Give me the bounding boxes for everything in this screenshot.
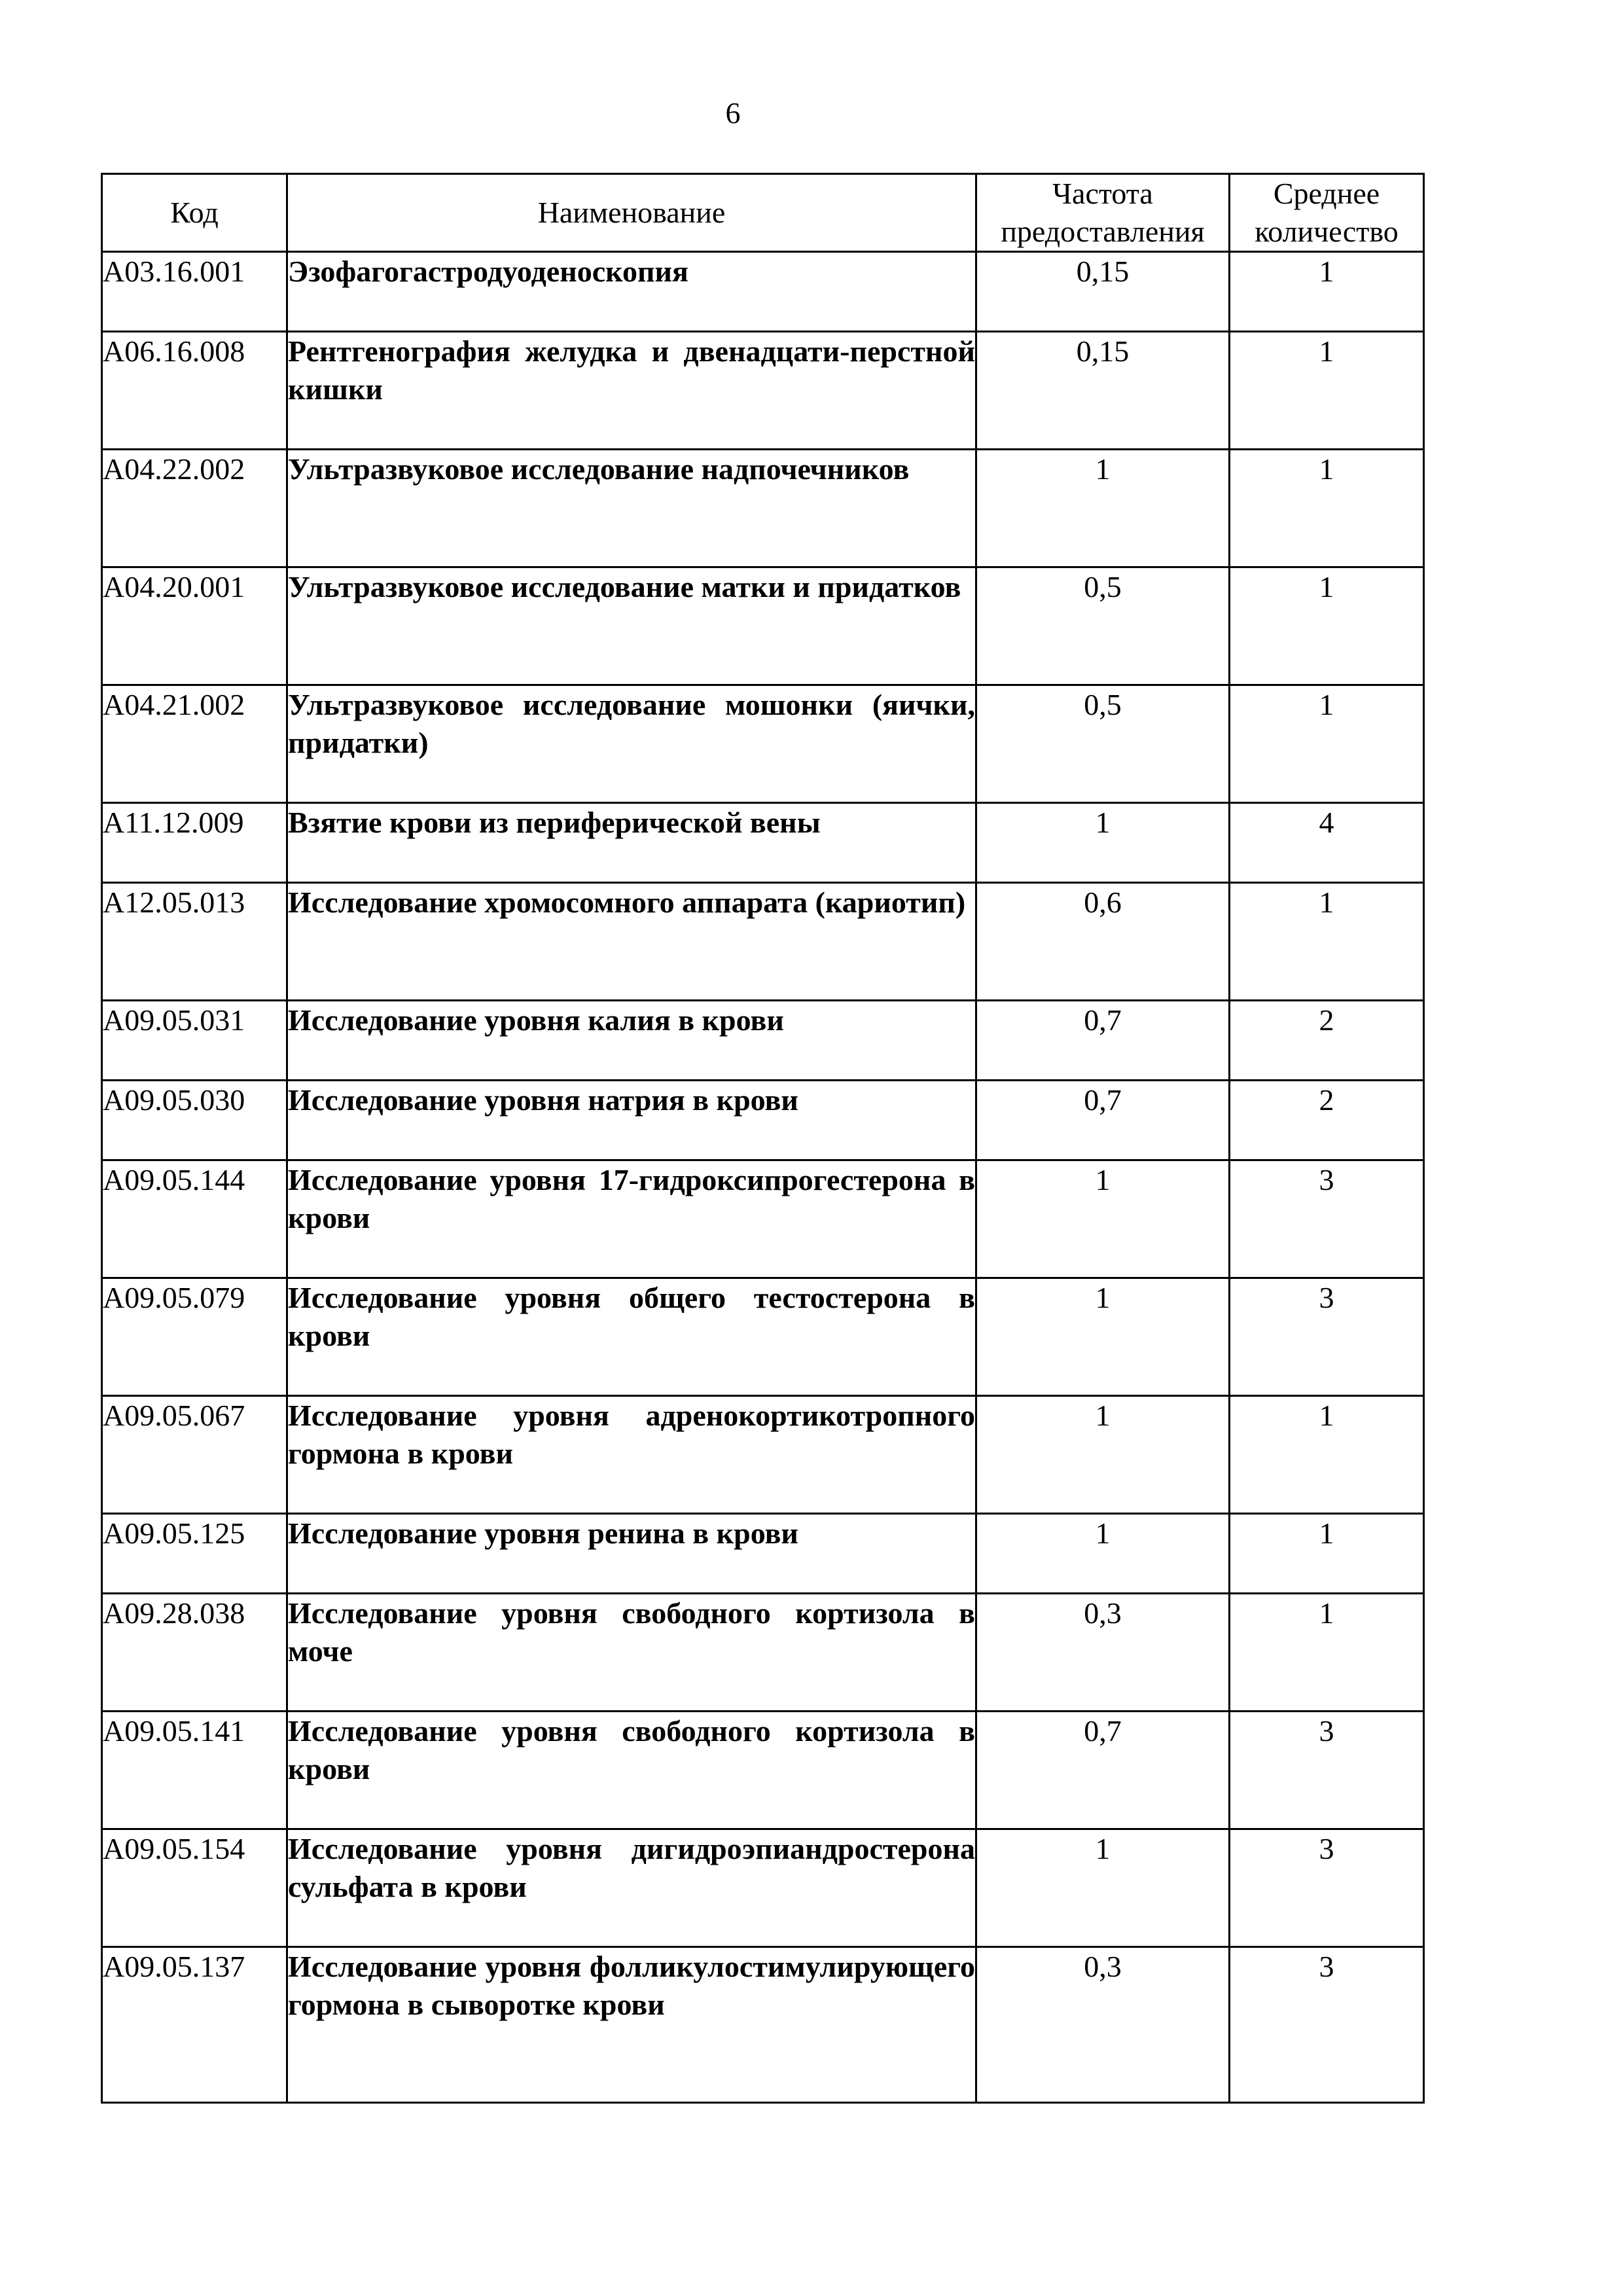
cell-average: 1: [1230, 883, 1424, 1001]
cell-name: Ультразвуковое исследование матки и придатков: [287, 567, 976, 685]
cell-average: 3: [1230, 1947, 1424, 2103]
cell-name: Исследование уровня свободного кортизола в моче: [287, 1594, 976, 1712]
cell-frequency: 0,7: [976, 1081, 1230, 1160]
cell-average: 1: [1230, 252, 1424, 332]
cell-name: Исследование хромосомного аппарата (кариотип): [287, 883, 976, 1001]
cell-frequency: 0,7: [976, 1001, 1230, 1081]
cell-code: A04.22.002: [102, 450, 287, 567]
cell-frequency: 0,6: [976, 883, 1230, 1001]
cell-code: A11.12.009: [102, 803, 287, 883]
cell-frequency: 1: [976, 1160, 1230, 1278]
cell-name: Исследование уровня дигидроэпиандростерона сульфата в крови: [287, 1829, 976, 1947]
cell-name: Эзофагогастродуоденоскопия: [287, 252, 976, 332]
cell-frequency: 1: [976, 450, 1230, 567]
cell-code: A09.05.079: [102, 1278, 287, 1396]
cell-code: A09.05.154: [102, 1829, 287, 1947]
cell-name: Исследование уровня фолликулостимулирующего гормона в сыворотке крови: [287, 1947, 976, 2103]
table-row: [102, 1829, 1424, 1947]
header-average-line1: Среднее: [1273, 177, 1380, 210]
cell-average: 1: [1230, 332, 1424, 450]
cell-name: Ультразвуковое исследование надпочечников: [287, 450, 976, 567]
cell-frequency: 0,15: [976, 252, 1230, 332]
cell-average: 1: [1230, 567, 1424, 685]
cell-code: A09.05.125: [102, 1514, 287, 1594]
table-row: [102, 1947, 1424, 2103]
services-table: [101, 173, 1425, 2104]
page-number: 6: [725, 96, 741, 130]
cell-frequency: 0,5: [976, 567, 1230, 685]
cell-average: 4: [1230, 803, 1424, 883]
table-header-row: [102, 174, 1424, 252]
cell-code: A09.05.031: [102, 1001, 287, 1081]
cell-name: Взятие крови из периферической вены: [287, 803, 976, 883]
cell-average: 3: [1230, 1278, 1424, 1396]
header-frequency: [976, 174, 1230, 252]
cell-average: 2: [1230, 1081, 1424, 1160]
cell-average: 2: [1230, 1001, 1424, 1081]
cell-average: 1: [1230, 1514, 1424, 1594]
cell-code: A09.05.141: [102, 1712, 287, 1829]
table-row: [102, 450, 1424, 567]
cell-name: Рентгенография желудка и двенадцати-перстной кишки: [287, 332, 976, 450]
header-code: Код: [102, 174, 287, 252]
cell-code: A12.05.013: [102, 883, 287, 1001]
cell-name: Исследование уровня общего тестостерона в крови: [287, 1278, 976, 1396]
header-frequency-line2: предоставления: [1001, 215, 1205, 248]
cell-average: 1: [1230, 685, 1424, 803]
table-row: [102, 803, 1424, 883]
table-row: [102, 1081, 1424, 1160]
table-row: [102, 883, 1424, 1001]
cell-frequency: 1: [976, 1396, 1230, 1514]
cell-name: Исследование уровня калия в крови: [287, 1001, 976, 1081]
cell-code: A03.16.001: [102, 252, 287, 332]
cell-code: A04.21.002: [102, 685, 287, 803]
cell-code: A09.05.030: [102, 1081, 287, 1160]
cell-frequency: 0,15: [976, 332, 1230, 450]
table-row: [102, 1160, 1424, 1278]
cell-name: Исследование уровня свободного кортизола в крови: [287, 1712, 976, 1829]
table-row: [102, 685, 1424, 803]
header-average-line2: количество: [1255, 215, 1399, 248]
table-row: [102, 252, 1424, 332]
cell-code: A09.28.038: [102, 1594, 287, 1712]
cell-frequency: 0,5: [976, 685, 1230, 803]
cell-average: 3: [1230, 1829, 1424, 1947]
cell-code: A06.16.008: [102, 332, 287, 450]
table-body: [102, 252, 1424, 2103]
cell-frequency: 1: [976, 1514, 1230, 1594]
table-row: [102, 1396, 1424, 1514]
header-name: Наименование: [287, 174, 976, 252]
cell-frequency: 0,3: [976, 1594, 1230, 1712]
cell-name: Ультразвуковое исследование мошонки (яички, придатки): [287, 685, 976, 803]
cell-frequency: 0,7: [976, 1712, 1230, 1829]
cell-name: Исследование уровня натрия в крови: [287, 1081, 976, 1160]
table-row: [102, 1001, 1424, 1081]
cell-average: 3: [1230, 1712, 1424, 1829]
cell-average: 3: [1230, 1160, 1424, 1278]
cell-average: 1: [1230, 1396, 1424, 1514]
header-frequency-line1: Частота: [1052, 177, 1153, 210]
table-row: [102, 1514, 1424, 1594]
cell-name: Исследование уровня ренина в крови: [287, 1514, 976, 1594]
cell-average: 1: [1230, 1594, 1424, 1712]
cell-name: Исследование уровня адренокортикотропного гормона в крови: [287, 1396, 976, 1514]
table-row: [102, 1712, 1424, 1829]
cell-code: A09.05.137: [102, 1947, 287, 2103]
cell-frequency: 1: [976, 1278, 1230, 1396]
cell-frequency: 1: [976, 1829, 1230, 1947]
cell-frequency: 0,3: [976, 1947, 1230, 2103]
cell-name: Исследование уровня 17-гидроксипрогестерона в крови: [287, 1160, 976, 1278]
table-row: [102, 567, 1424, 685]
table-row: [102, 1278, 1424, 1396]
table-row: [102, 332, 1424, 450]
cell-code: A04.20.001: [102, 567, 287, 685]
cell-average: 1: [1230, 450, 1424, 567]
header-average: [1230, 174, 1424, 252]
cell-code: A09.05.067: [102, 1396, 287, 1514]
table-row: [102, 1594, 1424, 1712]
cell-code: A09.05.144: [102, 1160, 287, 1278]
cell-frequency: 1: [976, 803, 1230, 883]
